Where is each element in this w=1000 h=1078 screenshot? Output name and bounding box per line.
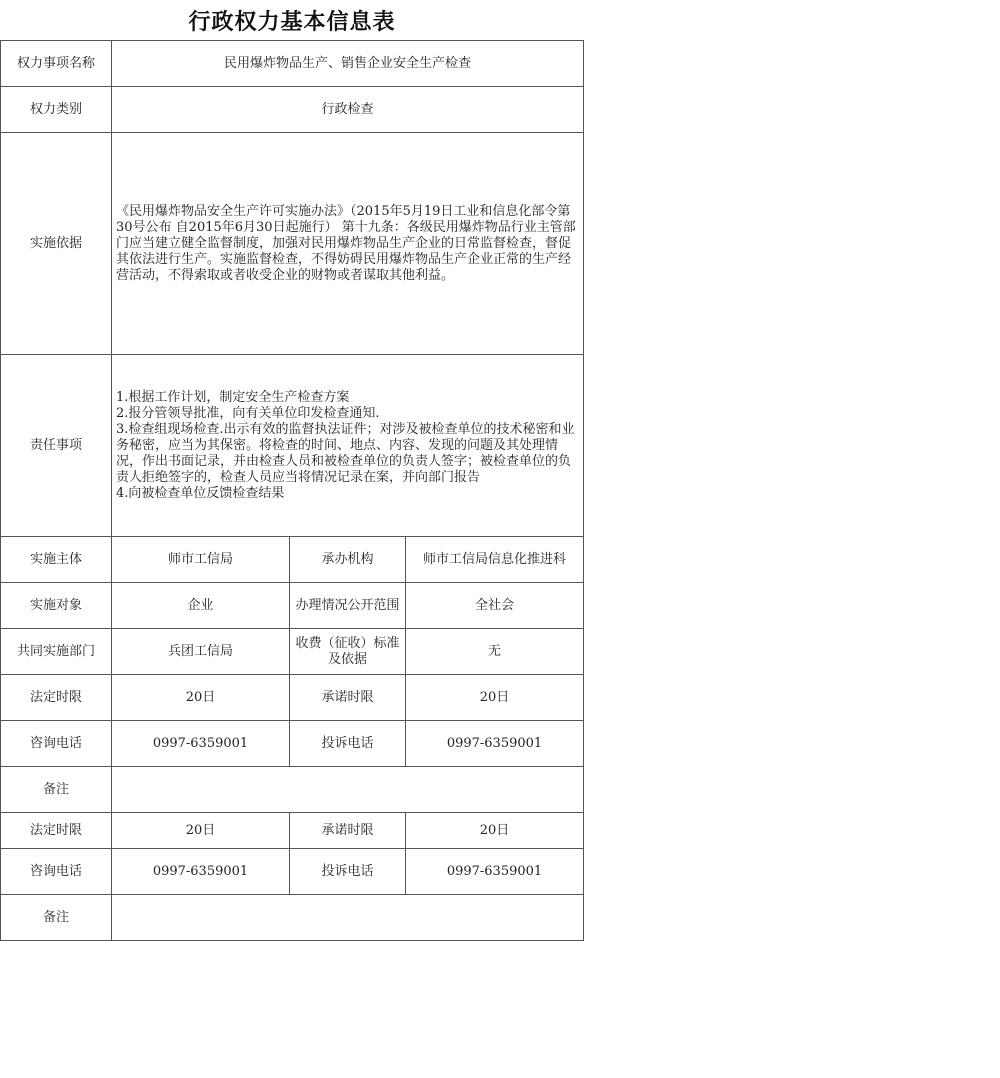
disclosure-scope-label: 办理情况公开范围: [289, 582, 406, 629]
category-label: 权力类别: [0, 86, 112, 133]
remark-value: [111, 766, 584, 813]
joint-dept-label: 共同实施部门: [0, 628, 112, 675]
basis-text: 《民用爆炸物品安全生产许可实施办法》（2015年5月19日工业和信息化部令第30号公布 自2015年6月30日起施行） 第十九条：各级民用爆炸物品行业主管部门应当建立健全监督制度，加强对民用爆炸物品生产企业的日常监督检查，督促其依法进行生产。实施监督检查，不得妨碍民用爆炸物品生产企业正常的生产经营活动，不得索取或者收受企业的财物或者谋取其他利益。: [116, 203, 576, 283]
repeat-complaint-phone-label: 投诉电话: [289, 848, 406, 895]
remark-label: 备注: [0, 766, 112, 813]
item-name-label: 权力事项名称: [0, 40, 112, 87]
responsibility-text: 1.根据工作计划，制定安全生产检查方案 2.报分管领导批准，向有关单位印发检查通知. 3.检查组现场检查.出示有效的监督执法证件；对涉及被检查单位的技术秘密和业务秘密，应当为其保密。将检查的时间、地点、内容、发现的问题及其处理情况，作出书面记录，并由检查人员和被检查单位的负责人签字；被检查单位的负责人拒绝签字的，检查人员应当将情况记录在案，并向部门报告 4.向被检查单位反馈检查结果: [116, 389, 575, 501]
agency-label: 承办机构: [289, 536, 406, 583]
promised-limit-label: 承诺时限: [289, 674, 406, 721]
repeat-consult-phone-label: 咨询电话: [0, 848, 112, 895]
repeat-legal-limit-label: 法定时限: [0, 812, 112, 849]
disclosure-scope-value: 全社会: [405, 582, 584, 629]
joint-dept-value: 兵团工信局: [111, 628, 290, 675]
page-title: 行政权力基本信息表: [0, 0, 584, 41]
promised-limit-value: 20日: [405, 674, 584, 721]
repeat-complaint-phone-value: 0997-6359001: [405, 848, 584, 895]
responsibility-value: [111, 354, 584, 537]
legal-limit-label: 法定时限: [0, 674, 112, 721]
repeat-promised-limit-label: 承诺时限: [289, 812, 406, 849]
complaint-phone-value: 0997-6359001: [405, 720, 584, 767]
repeat-remark-value: [111, 894, 584, 941]
legal-limit-value: 20日: [111, 674, 290, 721]
repeat-legal-limit-value: 20日: [111, 812, 290, 849]
repeat-promised-limit-value: 20日: [405, 812, 584, 849]
subject-value: 师市工信局: [111, 536, 290, 583]
subject-label: 实施主体: [0, 536, 112, 583]
basis-label: 实施依据: [0, 132, 112, 355]
object-value: 企业: [111, 582, 290, 629]
fee-standard-value: 无: [405, 628, 584, 675]
basis-value: [111, 132, 584, 355]
object-label: 实施对象: [0, 582, 112, 629]
responsibility-label: 责任事项: [0, 354, 112, 537]
consult-phone-label: 咨询电话: [0, 720, 112, 767]
complaint-phone-label: 投诉电话: [289, 720, 406, 767]
consult-phone-value: 0997-6359001: [111, 720, 290, 767]
fee-standard-label: 收费（征收）标准及依据: [289, 628, 406, 675]
agency-value: 师市工信局信息化推进科: [405, 536, 584, 583]
item-name-value: 民用爆炸物品生产、销售企业安全生产检查: [111, 40, 584, 87]
repeat-consult-phone-value: 0997-6359001: [111, 848, 290, 895]
category-value: 行政检查: [111, 86, 584, 133]
repeat-remark-label: 备注: [0, 894, 112, 941]
